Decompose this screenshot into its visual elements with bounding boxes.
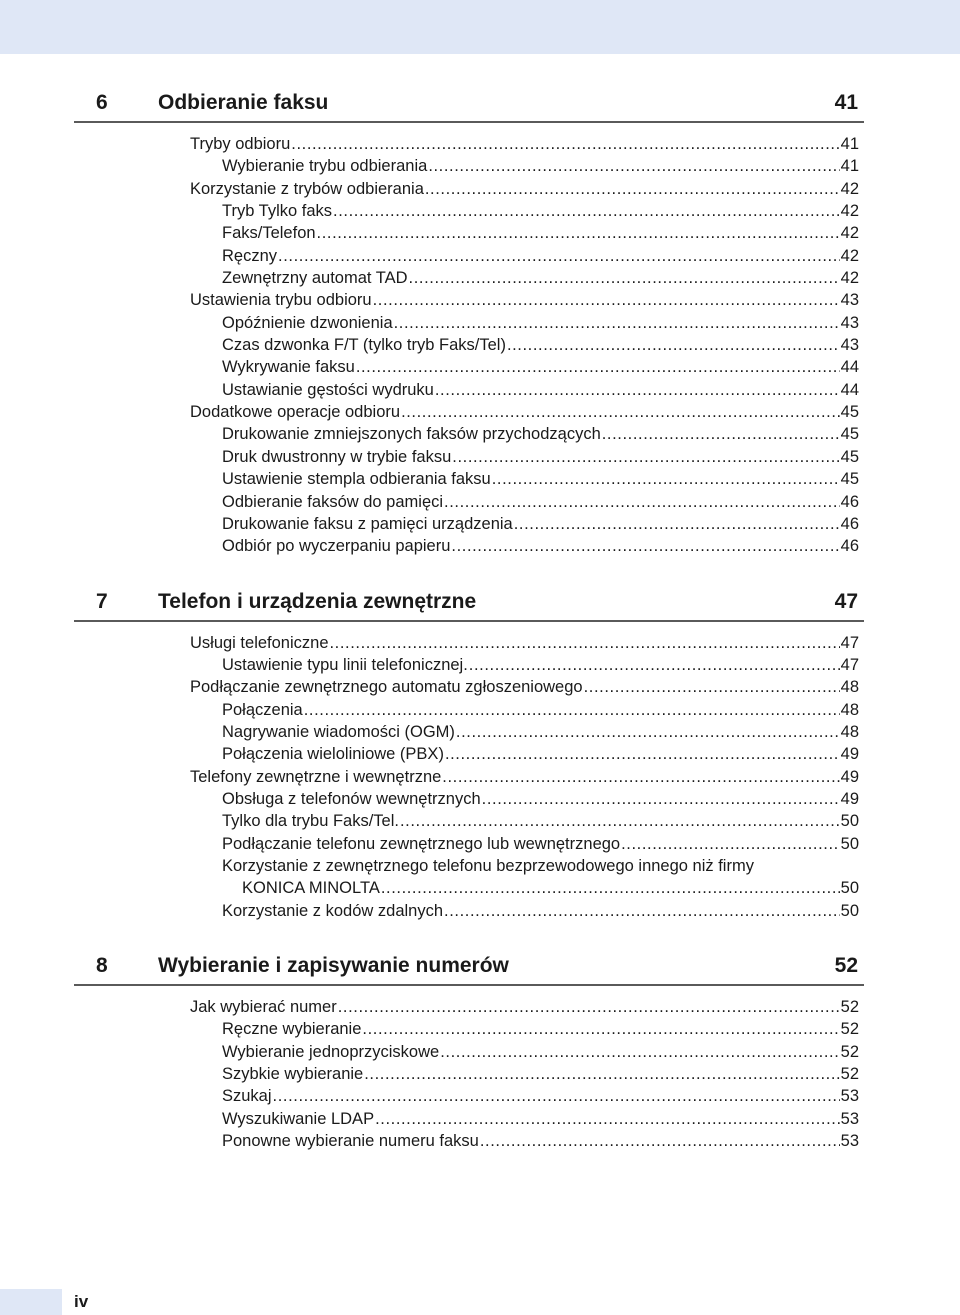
toc-entry-page-number: 44 xyxy=(840,380,859,399)
footer-tab xyxy=(0,1289,62,1315)
dot-leader xyxy=(444,491,840,513)
toc-entry-title: Połączenia wieloliniowe (PBX) xyxy=(222,745,444,764)
toc-entry[interactable] xyxy=(222,654,859,676)
toc-entry[interactable] xyxy=(222,900,859,922)
dot-leader xyxy=(442,766,839,788)
dot-leader xyxy=(273,1085,840,1107)
toc-entry-title: Ustawienia trybu odbioru xyxy=(190,291,372,310)
toc-entry-page-number: 45 xyxy=(840,447,859,466)
chapter-title: Odbieranie faksu xyxy=(158,91,329,114)
dot-leader xyxy=(330,632,840,654)
toc-entry-title: Ustawienie stempla odbierania faksu xyxy=(222,470,491,489)
toc-entry-title: Zewnętrzny automat TAD xyxy=(222,269,408,288)
dot-leader xyxy=(514,513,840,535)
toc-entry-page-number: 42 xyxy=(840,224,859,243)
toc-entry-list xyxy=(74,133,864,558)
toc-entry-page-number: 52 xyxy=(840,998,859,1016)
toc-entry[interactable] xyxy=(222,379,859,401)
chapter-heading[interactable] xyxy=(74,948,864,986)
toc-entry-title: Opóźnienie dzwonienia xyxy=(222,313,393,332)
toc-entry[interactable] xyxy=(222,468,859,490)
chapter-number: 8 xyxy=(96,954,108,977)
toc-entry-page-number: 46 xyxy=(840,537,859,556)
toc-entry-title: Drukowanie zmniejszonych faksów przychodzących xyxy=(222,425,601,444)
chapter-heading[interactable] xyxy=(74,85,864,123)
dot-leader xyxy=(364,1063,839,1085)
toc-entry-title: Drukowanie faksu z pamięci urządzenia xyxy=(222,514,513,533)
toc-entry[interactable] xyxy=(222,245,859,267)
toc-entry-page-number: 53 xyxy=(840,1109,859,1128)
toc-entry-page-number: 42 xyxy=(840,202,859,221)
toc-entry[interactable] xyxy=(222,1063,859,1085)
toc-entry-page-number: 48 xyxy=(840,678,859,697)
toc-entry-title: Nagrywanie wiadomości (OGM) xyxy=(222,722,455,741)
toc-entry-title: Ustawienie typu linii telefonicznej. xyxy=(222,655,468,674)
toc-entry[interactable] xyxy=(222,155,859,177)
toc-entry-page-number: 46 xyxy=(840,492,859,511)
toc-entry[interactable] xyxy=(222,312,859,334)
dot-leader xyxy=(401,401,840,423)
chapter-heading[interactable] xyxy=(74,584,864,622)
dot-leader xyxy=(362,1018,839,1040)
toc-entry[interactable] xyxy=(190,996,859,1018)
toc-entry-title: Wybieranie trybu odbierania xyxy=(222,157,428,176)
toc-entry[interactable] xyxy=(222,491,859,513)
toc-entry-page-number: 50 xyxy=(840,901,859,920)
toc-entry-page-number: 50 xyxy=(840,812,859,831)
toc-entry-page-number: 45 xyxy=(840,425,859,444)
toc-entry-title: Odbiór po wyczerpaniu papieru xyxy=(222,537,451,556)
toc-entry-page-number: 46 xyxy=(840,514,859,533)
toc-entry-page-number: 47 xyxy=(840,655,859,674)
toc-entry[interactable] xyxy=(222,1018,859,1040)
toc-entry-page-number: 50 xyxy=(840,879,859,898)
toc-entry[interactable] xyxy=(222,222,859,244)
toc-entry-title: Połączenia xyxy=(222,700,303,719)
toc-entry-title: Odbieranie faksów do pamięci xyxy=(222,492,444,511)
toc-entry[interactable] xyxy=(222,446,859,468)
chapter-number: 7 xyxy=(96,589,108,613)
toc-entry-page-number: 41 xyxy=(840,157,859,176)
toc-entry-title: Jak wybierać numer xyxy=(190,998,337,1016)
dot-leader xyxy=(435,379,840,401)
toc-entry-title: Ręczny xyxy=(222,246,278,265)
toc-entry[interactable] xyxy=(222,833,859,855)
toc-entry[interactable] xyxy=(222,721,859,743)
toc-entry-page-number: 43 xyxy=(840,336,859,355)
dot-leader xyxy=(469,654,840,676)
toc-entry-title: Tryb Tylko faks xyxy=(222,202,333,221)
toc-entry-title: Ponowne wybieranie numeru faksu xyxy=(222,1132,479,1151)
dot-leader xyxy=(356,356,840,378)
toc-entry-page-number: 53 xyxy=(840,1087,859,1106)
dot-leader xyxy=(456,721,840,743)
toc-entry-title: KONICA MINOLTA xyxy=(242,879,380,898)
dot-leader xyxy=(333,200,840,222)
toc-entry-title: Korzystanie z trybów odbierania xyxy=(190,179,424,198)
toc-entry-title: Obsługa z telefonów wewnętrznych xyxy=(222,789,481,808)
toc-entry-page-number: 42 xyxy=(840,246,859,265)
toc-entry[interactable] xyxy=(222,1130,859,1152)
toc-entry-title: Telefony zewnętrzne i wewnętrzne xyxy=(190,767,442,786)
toc-entry-list xyxy=(74,632,864,922)
dot-leader xyxy=(492,468,840,490)
dot-leader xyxy=(291,133,839,155)
toc-entry-title: Dodatkowe operacje odbioru xyxy=(190,403,401,422)
toc-entry[interactable] xyxy=(222,356,859,378)
toc-entry[interactable] xyxy=(222,699,859,721)
toc-entry[interactable] xyxy=(190,401,859,423)
toc-entry[interactable] xyxy=(222,535,859,557)
dot-leader xyxy=(400,810,840,832)
toc-entry-title: Tryby odbioru xyxy=(190,135,291,153)
chapter-section xyxy=(74,948,864,1152)
dot-leader xyxy=(381,877,840,899)
dot-leader xyxy=(482,788,840,810)
toc-entry-title: Szybkie wybieranie xyxy=(222,1065,364,1084)
toc-entry-title: Podłączanie telefonu zewnętrznego lub wewnętrznego xyxy=(222,834,621,853)
dot-leader xyxy=(428,155,839,177)
dot-leader xyxy=(480,1130,840,1152)
dot-leader xyxy=(338,996,840,1018)
toc-entry-page-number: 47 xyxy=(840,633,859,652)
chapter-section xyxy=(74,584,864,922)
toc-entry-title: Wykrywanie faksu xyxy=(222,358,355,377)
toc-entry[interactable] xyxy=(190,632,859,654)
toc-entry-title: Wyszukiwanie LDAP xyxy=(222,1109,375,1128)
dot-leader xyxy=(584,676,840,698)
toc-entry[interactable] xyxy=(190,676,859,698)
dot-leader xyxy=(375,1108,840,1130)
footer-page-number: iv xyxy=(74,1292,89,1311)
toc-entry[interactable] xyxy=(190,133,859,155)
toc-entry-page-number: 44 xyxy=(840,358,859,377)
toc-entry[interactable] xyxy=(222,513,859,535)
dot-leader xyxy=(451,535,839,557)
table-of-contents xyxy=(74,85,864,1178)
toc-entry-page-number: 52 xyxy=(840,1042,859,1061)
toc-entry-title: Szukaj xyxy=(222,1087,272,1106)
dot-leader xyxy=(621,833,840,855)
dot-leader xyxy=(278,245,840,267)
chapter-page-number: 52 xyxy=(834,954,858,977)
toc-entry-page-number: 42 xyxy=(840,269,859,288)
chapter-page-number: 47 xyxy=(834,589,858,613)
toc-entry-page-number: 45 xyxy=(840,403,859,422)
chapter-section xyxy=(74,85,864,558)
toc-entry-page-number: 43 xyxy=(840,291,859,310)
toc-entry-title: Ręczne wybieranie xyxy=(222,1020,362,1039)
toc-entry-page-number: 45 xyxy=(840,470,859,489)
toc-entry-page-number: 52 xyxy=(840,1065,859,1084)
toc-entry-list xyxy=(74,996,864,1152)
chapter-title: Wybieranie i zapisywanie numerów xyxy=(158,954,509,977)
toc-entry-title: Druk dwustronny w trybie faksu xyxy=(222,447,452,466)
toc-entry-page-number: 50 xyxy=(840,834,859,853)
toc-entry-title: Czas dzwonka F/T (tylko tryb Faks/Tel) xyxy=(222,336,506,355)
toc-entry[interactable] xyxy=(222,267,859,289)
toc-entry-title: Faks/Telefon xyxy=(222,224,316,243)
toc-entry[interactable] xyxy=(222,423,859,445)
toc-entry-page-number: 52 xyxy=(840,1020,859,1039)
toc-entry-page-number: 49 xyxy=(840,745,859,764)
toc-entry[interactable] xyxy=(222,810,859,832)
toc-entry[interactable] xyxy=(190,178,859,200)
toc-entry[interactable] xyxy=(190,766,859,788)
toc-entry-page-number: 49 xyxy=(840,767,859,786)
toc-entry-page-number: 43 xyxy=(840,313,859,332)
dot-leader xyxy=(394,312,840,334)
toc-entry[interactable] xyxy=(222,334,859,356)
toc-entry[interactable] xyxy=(222,200,859,222)
toc-entry-title: Korzystanie z kodów zdalnych xyxy=(222,901,444,920)
toc-entry[interactable] xyxy=(222,788,859,810)
toc-entry-page-number: 48 xyxy=(840,700,859,719)
dot-leader xyxy=(425,178,840,200)
chapter-page-number: 41 xyxy=(834,91,858,114)
toc-entry[interactable] xyxy=(242,877,859,899)
toc-entry-page-number: 48 xyxy=(840,722,859,741)
dot-leader xyxy=(507,334,840,356)
dot-leader xyxy=(452,446,839,468)
dot-leader xyxy=(409,267,840,289)
toc-entry[interactable] xyxy=(222,743,859,765)
toc-entry[interactable] xyxy=(222,1085,859,1107)
dot-leader xyxy=(317,222,840,244)
toc-entry-title: Korzystanie z zewnętrznego telefonu bezprzewodowego innego niż firmy xyxy=(222,856,754,875)
dot-leader xyxy=(373,289,840,311)
toc-entry-title: Usługi telefoniczne xyxy=(190,633,329,652)
toc-entry[interactable] xyxy=(190,289,859,311)
toc-entry[interactable] xyxy=(222,855,859,877)
toc-entry-page-number: 53 xyxy=(840,1132,859,1151)
toc-entry-page-number: 42 xyxy=(840,179,859,198)
toc-entry-page-number: 41 xyxy=(840,135,859,153)
dot-leader xyxy=(440,1041,839,1063)
header-band xyxy=(0,0,960,54)
toc-entry-title: Tylko dla trybu Faks/Tel. xyxy=(222,812,399,831)
dot-leader xyxy=(602,423,840,445)
toc-entry-title: Wybieranie jednoprzyciskowe xyxy=(222,1042,440,1061)
dot-leader xyxy=(444,900,840,922)
chapter-title: Telefon i urządzenia zewnętrzne xyxy=(158,589,477,613)
toc-entry[interactable] xyxy=(222,1108,859,1130)
toc-entry[interactable] xyxy=(222,1041,859,1063)
toc-entry-page-number: 49 xyxy=(840,789,859,808)
dot-leader xyxy=(304,699,840,721)
chapter-number: 6 xyxy=(96,91,108,114)
toc-entry-title: Podłączanie zewnętrznego automatu zgłoszeniowego xyxy=(190,678,583,697)
toc-entry-title: Ustawianie gęstości wydruku xyxy=(222,380,434,399)
dot-leader xyxy=(445,743,840,765)
